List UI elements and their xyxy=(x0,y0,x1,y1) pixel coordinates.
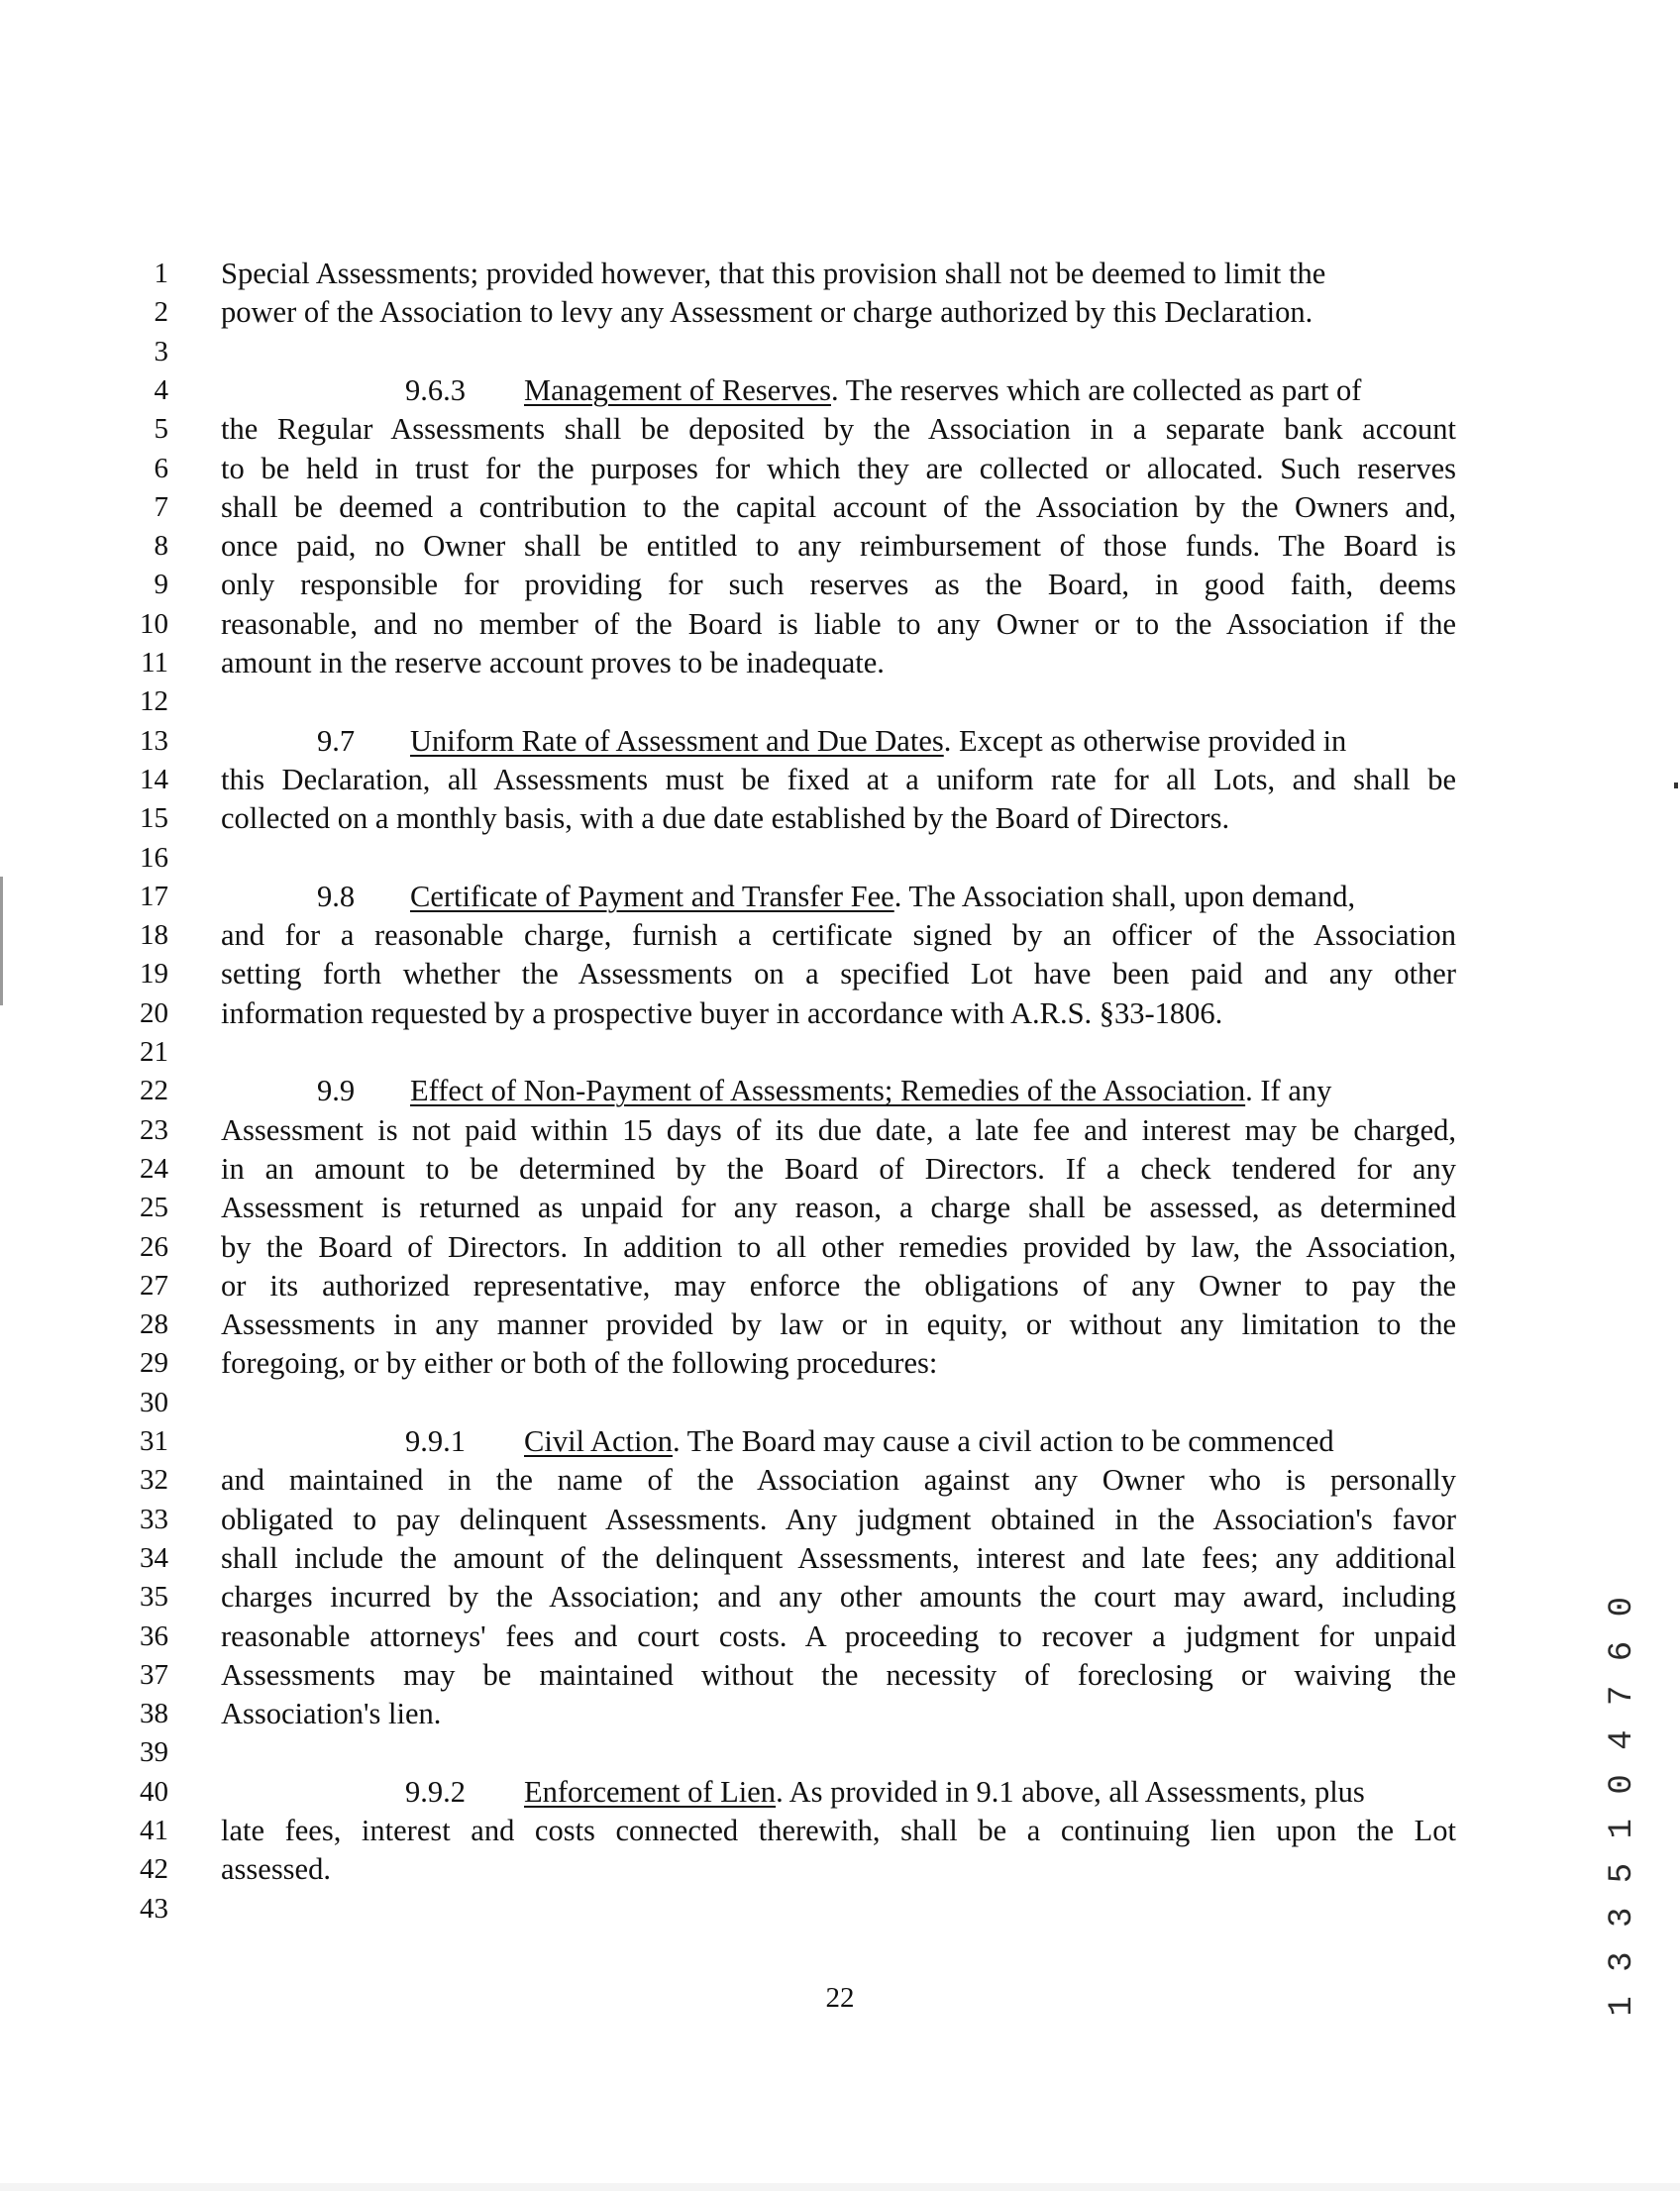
document-line xyxy=(0,877,1680,916)
line-number: 40 xyxy=(140,1775,168,1808)
document-line xyxy=(0,1188,1680,1227)
line-text: only responsible for providing for such reserves as the Board, in good faith, deems xyxy=(221,568,1456,602)
line-number: 41 xyxy=(140,1815,168,1846)
document-line xyxy=(0,1227,1680,1267)
section-heading: Effect of Non-Payment of Assessments; Remedies of the Association xyxy=(410,1074,1246,1108)
document-line xyxy=(0,1655,1680,1695)
line-number: 33 xyxy=(140,1503,168,1535)
document-line xyxy=(0,1343,1680,1383)
line-number: 27 xyxy=(140,1269,168,1302)
document-line xyxy=(0,1500,1680,1539)
line-text: to be held in trust for the purposes for which they are collected or allocated. Such reserves xyxy=(221,451,1456,485)
line-number: 26 xyxy=(140,1230,168,1263)
line-text: shall be deemed a contribution to the capital account of the Association by the Owners and, xyxy=(221,489,1456,524)
document-line xyxy=(0,526,1680,566)
document-line xyxy=(0,332,1680,371)
line-number: 7 xyxy=(154,490,168,523)
line-number: 39 xyxy=(140,1736,168,1769)
document-line xyxy=(0,1304,1680,1344)
line-number: 28 xyxy=(140,1308,168,1341)
section-lead-text: . As provided in 9.1 above, all Assessments, plus xyxy=(776,1774,1365,1809)
document-line xyxy=(0,1071,1680,1110)
section-heading: Enforcement of Lien xyxy=(524,1774,777,1809)
line-number: 12 xyxy=(140,685,168,718)
line-text: by the Board of Directors. In addition to all other remedies provided by law, the Association, xyxy=(221,1229,1456,1264)
line-number: 2 xyxy=(154,296,168,329)
line-number: 1 xyxy=(154,258,168,289)
line-text: shall include the amount of the delinquent Assessments, interest and late fees; any additional xyxy=(221,1540,1456,1575)
section-number: 9.9.2 xyxy=(405,1774,466,1809)
line-number: 6 xyxy=(154,452,168,484)
line-number: 29 xyxy=(140,1347,168,1380)
section-number: 9.6.3 xyxy=(405,372,466,407)
document-line xyxy=(0,760,1680,799)
line-number: 37 xyxy=(140,1658,168,1691)
line-number: 21 xyxy=(140,1036,168,1068)
section-lead-text: . If any xyxy=(1245,1074,1332,1108)
page-number: 22 xyxy=(825,1982,855,2014)
section-number: 9.8 xyxy=(317,879,356,913)
recording-stamp: 1 3 3 5 1 0 4 7 6 0 xyxy=(1604,1595,1641,2017)
document-line xyxy=(0,1149,1680,1189)
line-number: 18 xyxy=(140,919,168,952)
line-text: reasonable attorneys' fees and court costs. A proceeding to recover a judgment for unpaid xyxy=(221,1618,1456,1653)
line-text: foregoing, or by either or both of the following procedures: xyxy=(221,1346,938,1381)
line-text: reasonable, and no member of the Board is liable to any Owner or to the Association if the xyxy=(221,606,1456,641)
line-number: 35 xyxy=(140,1581,168,1614)
line-number: 11 xyxy=(141,647,168,678)
line-number: 19 xyxy=(140,958,168,991)
document-line xyxy=(0,1421,1680,1461)
document-line xyxy=(0,954,1680,993)
line-text: assessed. xyxy=(221,1852,331,1887)
document-line xyxy=(0,1811,1680,1850)
document-line xyxy=(0,1110,1680,1150)
line-text: setting forth whether the Assessments on a specified Lot have been paid and any other xyxy=(221,957,1456,991)
line-text xyxy=(221,1421,1456,1461)
line-text: late fees, interest and costs connected therewith, shall be a continuing lien upon the Lot xyxy=(221,1814,1456,1847)
document-line xyxy=(0,1694,1680,1733)
line-number: 10 xyxy=(140,607,168,640)
line-number: 31 xyxy=(140,1425,168,1457)
line-text: once paid, no Owner shall be entitled to any reimbursement of those funds. The Board is xyxy=(221,529,1456,564)
document-line xyxy=(0,721,1680,761)
line-number: 22 xyxy=(140,1075,168,1107)
line-number: 9 xyxy=(154,569,168,601)
line-text xyxy=(221,877,1456,916)
section-lead-text: . Except as otherwise provided in xyxy=(943,723,1347,758)
line-number: 30 xyxy=(140,1386,168,1418)
line-text: the Regular Assessments shall be deposited by the Association in a separate bank account xyxy=(221,412,1456,447)
line-number: 15 xyxy=(140,802,168,835)
document-line xyxy=(0,1460,1680,1500)
line-text: and for a reasonable charge, furnish a certificate signed by an officer of the Association xyxy=(221,918,1456,953)
section-heading: Management of Reserves xyxy=(524,372,831,407)
line-number: 14 xyxy=(140,763,168,795)
line-text: Assessments in any manner provided by law or in equity, or without any limitation to the xyxy=(221,1307,1456,1342)
section-heading: Civil Action xyxy=(524,1424,673,1458)
document-line xyxy=(0,1577,1680,1617)
line-number: 8 xyxy=(154,530,168,563)
section-number: 9.7 xyxy=(317,723,356,758)
section-heading: Uniform Rate of Assessment and Due Dates xyxy=(410,723,944,758)
line-number: 16 xyxy=(140,841,168,874)
line-text: Assessments may be maintained without the necessity of foreclosing or waiving the xyxy=(221,1657,1456,1692)
document-line xyxy=(0,1732,1680,1772)
document-line xyxy=(0,993,1680,1033)
document-line xyxy=(0,449,1680,488)
line-number: 23 xyxy=(140,1113,168,1146)
document-line xyxy=(0,1538,1680,1578)
line-text: power of the Association to levy any Assessment or charge authorized by this Declaration. xyxy=(221,295,1313,330)
line-text: Assessment is returned as unpaid for any reason, a charge shall be assessed, as determined xyxy=(221,1191,1456,1225)
line-text: and maintained in the name of the Association against any Owner who is personally xyxy=(221,1463,1456,1498)
line-text: obligated to pay delinquent Assessments. Any judgment obtained in the Association's favor xyxy=(221,1502,1456,1536)
document-line xyxy=(0,1617,1680,1656)
document-line xyxy=(0,292,1680,332)
line-number: 32 xyxy=(140,1464,168,1497)
document-line xyxy=(0,798,1680,838)
document-line xyxy=(0,1849,1680,1889)
document-line xyxy=(0,254,1680,293)
scan-bottom-edge xyxy=(0,2183,1680,2191)
line-text: Special Assessments; provided however, that this provision shall not be deemed to limit the xyxy=(221,257,1326,290)
line-number: 36 xyxy=(140,1619,168,1652)
line-number: 5 xyxy=(154,413,168,446)
section-heading: Certificate of Payment and Transfer Fee xyxy=(410,879,894,913)
line-text: information requested by a prospective buyer in accordance with A.R.S. §33-1806. xyxy=(221,995,1223,1030)
line-number: 42 xyxy=(140,1853,168,1886)
document-line xyxy=(0,565,1680,604)
line-number: 34 xyxy=(140,1541,168,1574)
document-line xyxy=(0,915,1680,955)
document-line xyxy=(0,1889,1680,1929)
document-line xyxy=(0,1032,1680,1072)
line-number: 4 xyxy=(154,373,168,406)
document-line xyxy=(0,1772,1680,1812)
line-text xyxy=(221,370,1456,410)
line-number: 17 xyxy=(140,880,168,912)
line-number: 3 xyxy=(154,335,168,367)
document-line xyxy=(0,681,1680,721)
section-number: 9.9 xyxy=(317,1074,356,1108)
section-lead-text: . The Association shall, upon demand, xyxy=(893,879,1356,913)
line-text xyxy=(221,1071,1456,1110)
line-text: Assessment is not paid within 15 days of its due date, a late fee and interest may be charged, xyxy=(221,1112,1456,1147)
section-number: 9.9.1 xyxy=(405,1424,466,1458)
line-number: 20 xyxy=(140,996,168,1029)
document-line xyxy=(0,1266,1680,1305)
line-text: charges incurred by the Association; and any other amounts the court may award, including xyxy=(221,1580,1456,1615)
line-text: or its authorized representative, may enforce the obligations of any Owner to pay the xyxy=(221,1268,1456,1303)
line-text xyxy=(221,1772,1456,1812)
document-line xyxy=(0,409,1680,449)
section-lead-text: . The Board may cause a civil action to be commenced xyxy=(672,1424,1334,1458)
document-line xyxy=(0,838,1680,878)
line-text: this Declaration, all Assessments must be fixed at a uniform rate for all Lots, and shall be xyxy=(221,762,1456,796)
line-text: Association's lien. xyxy=(221,1697,442,1731)
document-line xyxy=(0,604,1680,644)
document-line xyxy=(0,1383,1680,1422)
section-lead-text: . The reserves which are collected as part of xyxy=(830,372,1362,407)
line-number: 43 xyxy=(140,1892,168,1925)
document-line xyxy=(0,643,1680,682)
line-text: amount in the reserve account proves to be inadequate. xyxy=(221,646,885,679)
line-number: 13 xyxy=(140,724,168,757)
document-line xyxy=(0,487,1680,527)
line-text: in an amount to be determined by the Board of Directors. If a check tendered for any xyxy=(221,1151,1456,1186)
line-number: 38 xyxy=(140,1698,168,1730)
line-number: 25 xyxy=(140,1192,168,1224)
document-line xyxy=(0,370,1680,410)
line-text xyxy=(221,721,1456,761)
line-text: collected on a monthly basis, with a due date established by the Board of Directors. xyxy=(221,801,1230,836)
line-number: 24 xyxy=(140,1152,168,1185)
